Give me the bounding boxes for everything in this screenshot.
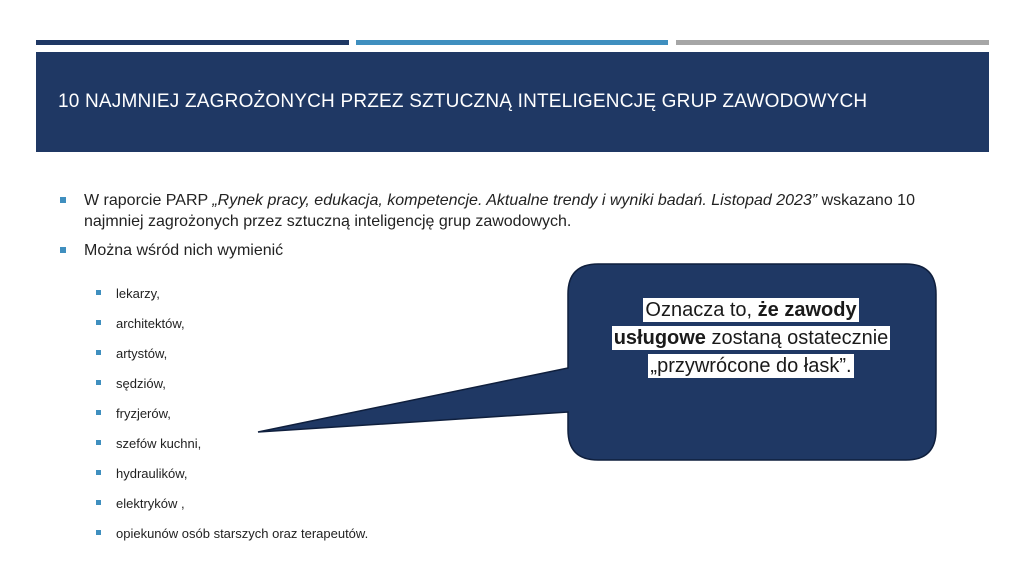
profession-label: architektów,: [116, 316, 185, 331]
callout-line-2: [612, 326, 891, 350]
list-heading: Można wśród nich wymienić: [84, 242, 284, 259]
callout-line-1: [643, 298, 858, 322]
profession-label: elektryków ,: [116, 496, 185, 511]
profession-label: artystów,: [116, 346, 168, 361]
callout-text-part: zostaną ostatecznie: [705, 327, 889, 349]
callout-text-part: Oznacza to,: [645, 299, 758, 321]
profession-label: hydraulików,: [116, 466, 188, 481]
intro-prefix: W raporcie PARP: [84, 192, 213, 209]
callout-bold-text: że zawody: [757, 299, 857, 321]
callout-bold-text: usługowe: [613, 327, 706, 349]
callout-text: [568, 296, 934, 380]
profession-label: opiekunów osób starszych oraz terapeutów.: [116, 526, 369, 541]
profession-label: szefów kuchni,: [116, 436, 202, 451]
slide-title: 10 NAJMNIEJ ZAGROŻONYCH PRZEZ SZTUCZNĄ INTELIGENCJĘ GRUP ZAWODOWYCH: [58, 91, 868, 112]
profession-label: fryzjerów,: [116, 406, 171, 421]
report-title: „Rynek pracy, edukacja, kompetencje. Aktualne trendy i wyniki badań. Listopad 2023”: [212, 192, 818, 209]
profession-label: lekarzy,: [116, 286, 160, 301]
callout-line-3: „przywrócone do łask”.: [650, 355, 852, 377]
profession-label: sędziów,: [116, 376, 166, 391]
intro-suffix: wskazano 10 najmniej zagrożonych przez sztuczną inteligencję grup zawodowych.: [84, 192, 915, 230]
